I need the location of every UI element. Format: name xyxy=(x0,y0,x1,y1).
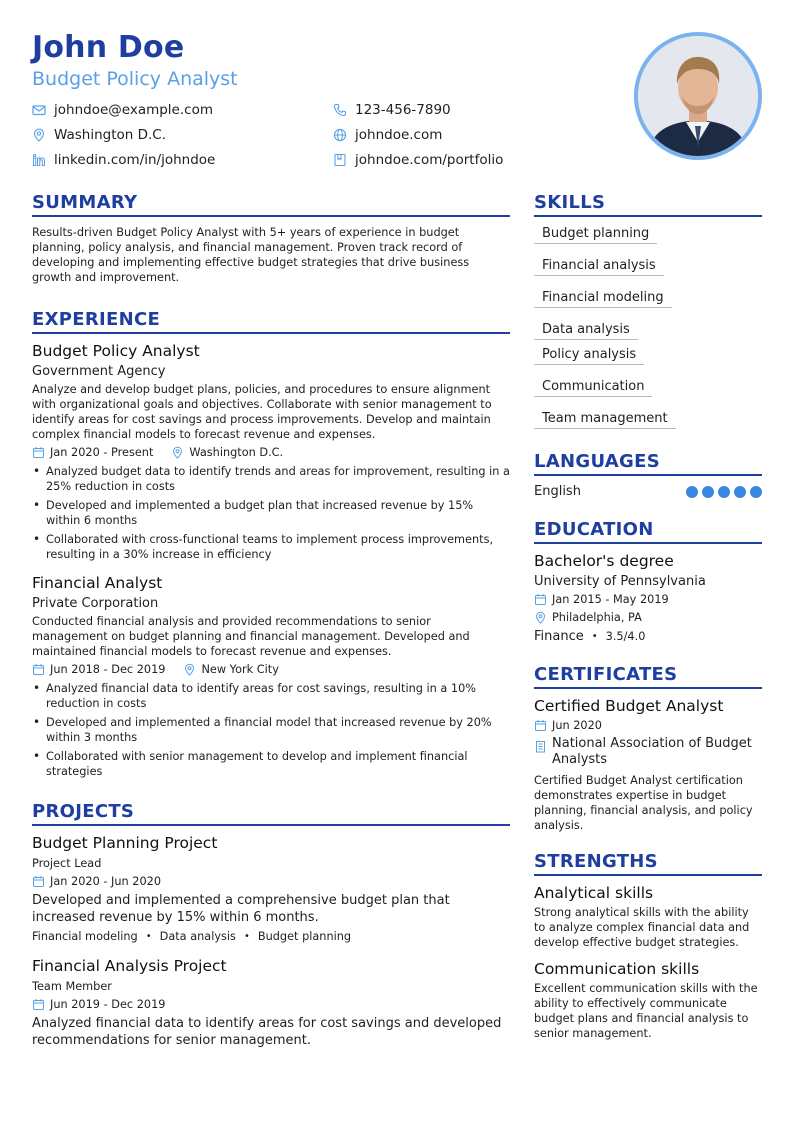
project-entry xyxy=(32,834,510,943)
project-role: Team Member xyxy=(32,980,112,993)
job-title: Budget Policy Analyst xyxy=(32,342,200,360)
calendar-icon xyxy=(32,998,45,1011)
strength-title: Communication skills xyxy=(534,960,700,978)
certificate-name: Certified Budget Analyst xyxy=(534,697,724,715)
project-description: Analyzed financial data to identify areas for cost savings and developed recommendations for senior management. xyxy=(32,1016,502,1048)
building-icon xyxy=(534,740,547,753)
contact-phone[interactable] xyxy=(333,102,451,118)
strength-text: Strong analytical skills with the ability to analyze complex financial data and develop effective budget strategies. xyxy=(534,906,750,949)
summary-text: Results-driven Budget Policy Analyst with 5+ years of experience in budget planning, policy analysis, and financial management. Proven track record of developing and implementing effective budget strategies that drive business growth and improvement. xyxy=(32,226,470,284)
skill-tag: Policy analysis xyxy=(534,347,644,365)
strength-text: Excellent communication skills with the ability to effectively communicate budget plans and financial analysis to senior management. xyxy=(534,982,758,1040)
project-meta xyxy=(32,875,510,888)
location-icon xyxy=(183,663,196,676)
profile-photo xyxy=(634,32,762,160)
location-icon xyxy=(32,128,46,142)
certificate-issuer-row xyxy=(534,736,762,768)
strength-item xyxy=(534,884,762,950)
projects-heading: PROJECTS xyxy=(32,801,510,826)
skills-list xyxy=(534,226,762,429)
website-text: johndoe.com xyxy=(355,127,443,143)
job-title: Financial Analyst xyxy=(32,574,163,592)
right-column xyxy=(534,192,762,1041)
level-dot xyxy=(734,486,746,498)
calendar-icon xyxy=(534,593,547,606)
certificate-issuer: National Association of Budget Analysts xyxy=(552,736,752,767)
strengths-heading: STRENGTHS xyxy=(534,851,762,876)
tag: Data analysis xyxy=(159,930,236,943)
project-dates: Jun 2019 - Dec 2019 xyxy=(50,998,166,1011)
job-company: Private Corporation xyxy=(32,596,159,611)
job-achievements xyxy=(32,681,510,779)
level-dot xyxy=(718,486,730,498)
tag: Financial modeling xyxy=(32,930,138,943)
location-icon xyxy=(171,446,184,459)
project-title: Financial Analysis Project xyxy=(32,957,227,975)
certificates-heading: CERTIFICATES xyxy=(534,664,762,689)
left-column xyxy=(32,192,510,1049)
certificate-description: Certified Budget Analyst certification demonstrates expertise in budget planning, financial analysis, and policy analysis. xyxy=(534,774,753,832)
linkedin-icon xyxy=(32,153,46,167)
candidate-name: John Doe xyxy=(32,30,185,65)
job-entry xyxy=(32,342,510,562)
education-dates-row xyxy=(534,593,762,606)
skill-tag: Communication xyxy=(534,379,652,397)
level-dot xyxy=(686,486,698,498)
project-meta xyxy=(32,998,510,1011)
gpa: 3.5/4.0 xyxy=(605,630,646,643)
degree: Bachelor's degree xyxy=(534,552,674,570)
education-field-row: Finance • 3.5/4.0 xyxy=(534,629,646,644)
education-dates: Jan 2015 - May 2019 xyxy=(552,593,669,606)
education-heading: EDUCATION xyxy=(534,519,762,544)
location-icon xyxy=(534,611,547,624)
education-location-row xyxy=(534,611,762,624)
location-text: Washington D.C. xyxy=(54,127,167,143)
level-dot xyxy=(702,486,714,498)
certificate-date: Jun 2020 xyxy=(552,719,602,732)
list-item: • Analyzed financial data to identify areas for cost savings, resulting in a 10% reduction in costs xyxy=(32,681,510,711)
language-name: English xyxy=(534,484,581,499)
project-tags: Financial modeling • Data analysis • Budget planning xyxy=(32,930,352,943)
project-title: Budget Planning Project xyxy=(32,834,218,852)
job-dates: Jun 2018 - Dec 2019 xyxy=(50,663,166,676)
job-entry xyxy=(32,574,510,779)
contact-portfolio[interactable] xyxy=(333,152,503,168)
certificate-date-row xyxy=(534,719,762,732)
project-dates: Jan 2020 - Jun 2020 xyxy=(50,875,162,888)
phone-icon xyxy=(333,103,347,117)
job-location: Washington D.C. xyxy=(189,446,284,459)
project-role: Project Lead xyxy=(32,857,102,870)
calendar-icon xyxy=(534,719,547,732)
strength-item xyxy=(534,960,762,1041)
globe-icon xyxy=(333,128,347,142)
list-item: • Collaborated with senior management to develop and implement financial strategies xyxy=(32,749,510,779)
job-location: New York City xyxy=(201,663,279,676)
education-location: Philadelphia, PA xyxy=(552,611,642,624)
language-row xyxy=(534,484,762,499)
skill-tag: Data analysis xyxy=(534,322,638,340)
contact-website[interactable] xyxy=(333,127,442,143)
list-item: • Developed and implemented a financial model that increased revenue by 20% within 3 months xyxy=(32,715,510,745)
portfolio-text: johndoe.com/portfolio xyxy=(355,152,504,168)
list-item: • Collaborated with cross-functional teams to implement process improvements, resulting in a 30% increase in efficiency xyxy=(32,532,510,562)
job-description: Analyze and develop budget plans, policies, and procedures to ensure alignment with organizational goals and objectives. Collaborate with senior management to identify areas for cost savings and process improvements. Develop and maintain complex financial models to forecast revenue and expenses. xyxy=(32,383,492,441)
field-of-study: Finance xyxy=(534,629,584,644)
job-meta xyxy=(32,663,510,676)
bookmark-icon xyxy=(333,153,347,167)
calendar-icon xyxy=(32,663,45,676)
list-item: • Analyzed budget data to identify trends and areas for improvement, resulting in a 25% reduction in costs xyxy=(32,464,510,494)
skill-tag: Financial analysis xyxy=(534,258,664,276)
candidate-role: Budget Policy Analyst xyxy=(32,68,238,90)
list-item: • Developed and implemented a budget plan that increased revenue by 15% within 6 months xyxy=(32,498,510,528)
calendar-icon xyxy=(32,875,45,888)
school: University of Pennsylvania xyxy=(534,574,706,589)
skill-tag: Team management xyxy=(534,411,676,429)
job-description: Conducted financial analysis and provided recommendations to senior management on budget planning and financial management. Developed and maintained financial models to forecast revenue and expenses. xyxy=(32,615,470,658)
calendar-icon xyxy=(32,446,45,459)
project-entry xyxy=(32,957,510,1049)
experience-heading: EXPERIENCE xyxy=(32,309,510,334)
skill-tag: Financial modeling xyxy=(534,290,672,308)
project-description: Developed and implemented a comprehensive budget plan that increased revenue by 15% within 6 months. xyxy=(32,893,450,925)
skill-tag: Budget planning xyxy=(534,226,657,244)
languages-heading: LANGUAGES xyxy=(534,451,762,476)
job-meta xyxy=(32,446,510,459)
summary-heading: SUMMARY xyxy=(32,192,510,217)
contact-location xyxy=(32,127,166,143)
language-level-dots xyxy=(686,486,762,498)
mail-icon xyxy=(32,103,46,117)
strength-title: Analytical skills xyxy=(534,884,654,902)
job-achievements xyxy=(32,464,510,562)
level-dot xyxy=(750,486,762,498)
email-text: johndoe@example.com xyxy=(54,102,213,118)
skills-heading: SKILLS xyxy=(534,192,762,217)
linkedin-text: linkedin.com/in/johndoe xyxy=(54,152,216,168)
job-company: Government Agency xyxy=(32,364,166,379)
job-dates: Jan 2020 - Present xyxy=(50,446,154,459)
phone-text: 123-456-7890 xyxy=(355,102,451,118)
contact-email[interactable] xyxy=(32,102,213,118)
tag: Budget planning xyxy=(257,930,352,943)
contact-linkedin[interactable] xyxy=(32,152,215,168)
